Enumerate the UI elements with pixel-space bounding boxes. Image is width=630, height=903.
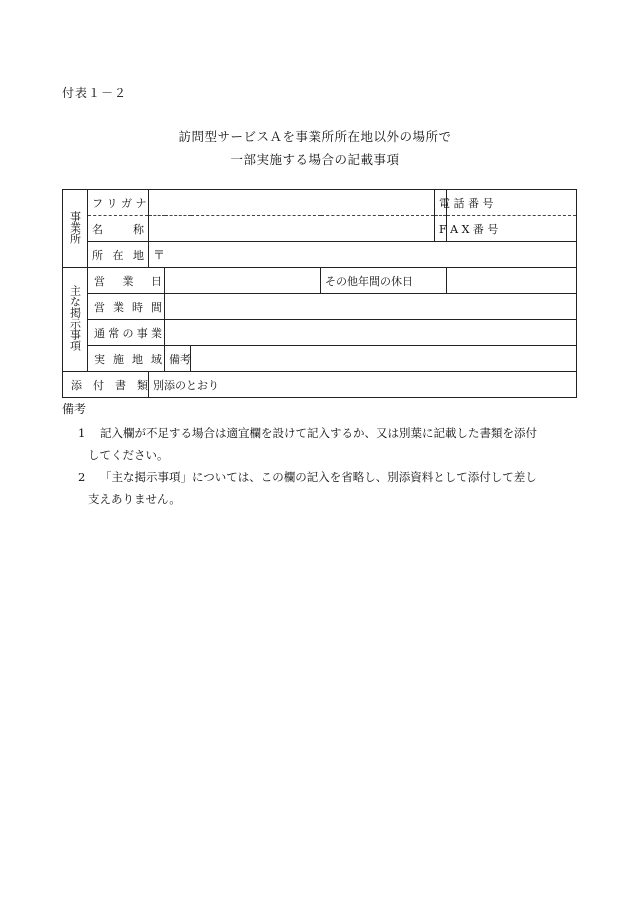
- note-item-1: 1 記入欄が不足する場合は適宜欄を設けて記入するか、又は別葉に記載した書類を添付 してください。: [78, 426, 537, 462]
- address-label: 所 在 地: [88, 242, 149, 268]
- other-holidays-field[interactable]: [447, 268, 577, 294]
- furigana-field[interactable]: [149, 190, 435, 216]
- notes-heading: 備考: [62, 402, 87, 416]
- remarks-field[interactable]: [191, 346, 577, 372]
- furigana-label: フ リ ガ ナ: [88, 190, 149, 216]
- page-title-line2: 一部実施する場合の記載事項: [230, 152, 400, 167]
- note-item-2: 2 「主な掲示事項」については、この欄の記入を省略し、別添資料として添付して差し 支えありません。: [78, 470, 537, 506]
- regular-area-label: 通 常 の 事 業: [88, 320, 165, 346]
- address-field[interactable]: [149, 242, 577, 268]
- phone-label: 電 話 番 号: [435, 190, 447, 216]
- business-hours-field[interactable]: [165, 294, 577, 320]
- registration-table: [62, 189, 577, 398]
- section-main-label: 主な掲示事項: [63, 268, 88, 372]
- regular-area-field[interactable]: [165, 320, 577, 346]
- business-hours-label: 営 業 時 間: [88, 294, 165, 320]
- implementation-area-label: 実 施 地 域: [88, 346, 165, 372]
- name-field[interactable]: [149, 216, 435, 242]
- attachment-label: 付表１－２: [62, 86, 128, 100]
- business-days-label: 営 業 日: [88, 268, 165, 294]
- attached-docs-value: 別添のとおり: [153, 378, 219, 392]
- attached-docs-field[interactable]: [149, 372, 577, 398]
- page-title-line1: 訪問型サービスＡを事業所所在地以外の場所で: [178, 129, 452, 144]
- other-holidays-label: その他年間の休日: [321, 268, 447, 294]
- remarks-label: 備考: [165, 346, 191, 372]
- name-label: 名 称: [88, 216, 149, 242]
- fax-label: F A X 番 号: [435, 216, 447, 242]
- section-office-label: 事業所: [63, 190, 88, 268]
- postal-mark: 〒: [153, 248, 166, 262]
- business-days-field[interactable]: [165, 268, 321, 294]
- attached-docs-label: 添 付 書 類: [63, 372, 149, 398]
